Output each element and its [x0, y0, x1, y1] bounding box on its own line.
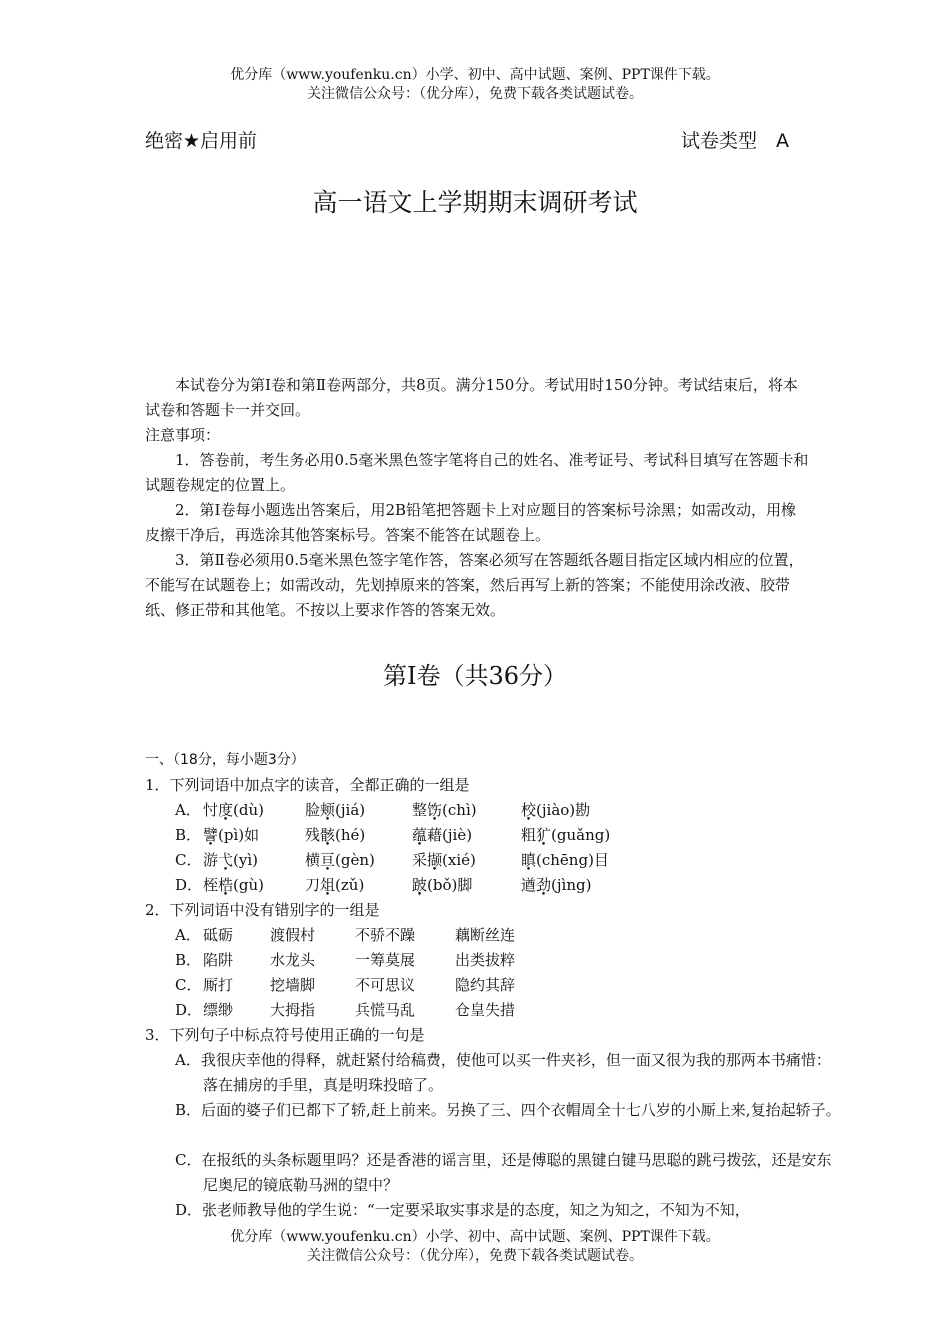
option-word — [203, 873, 264, 898]
word-part: 刀 — [305, 876, 321, 894]
option-word — [203, 823, 259, 848]
option-word — [412, 873, 472, 898]
option-word: 藕断丝连 — [455, 926, 516, 944]
dotted-char: 犷 — [536, 826, 552, 844]
banner-line-1: 优分库（www.youfenku.cn）小学、初中、高中试题、案例、PPT课件下载。 — [230, 67, 720, 83]
option-word — [305, 873, 364, 898]
word-part: 藉(jiè) — [427, 826, 473, 844]
option-label: D． — [175, 1001, 203, 1019]
dotted-char: 度 — [218, 801, 234, 819]
dotted-char: 亘 — [320, 851, 336, 869]
bottom-banner — [0, 1228, 950, 1266]
word-part: (jiào)勘 — [536, 801, 591, 819]
q3-option-a: A．我很庆幸他的得释，就赶紧付给稿费，使他可以买一件夹衫，但一面又很为我的那两本书痛惜：落在捕房的手里，真是明珠投暗了。 — [175, 1051, 831, 1094]
q3-option-c: C．在报纸的头条标题里吗？还是香港的谣言里，还是傅聪的黑键白键马思聪的跳弓拨弦，还是安东尼奥尼的镜底勒马洲的望中？ — [175, 1151, 832, 1194]
word-part: (jìng) — [551, 876, 592, 894]
word-part: (yì) — [233, 851, 259, 869]
section-title: 第Ⅰ卷（共36分） — [382, 662, 568, 690]
option-label: B． — [175, 826, 202, 844]
dotted-char: 颊 — [320, 801, 336, 819]
q3-option-d: D．张老师教导他的学生说：“一定要采取实事求是的态度，知之为知之，不知为不知， — [175, 1201, 750, 1219]
dotted-char: 譬 — [203, 826, 219, 844]
word-part: (bǒ)脚 — [427, 876, 473, 894]
option-label: A． — [175, 801, 201, 819]
option-word: 厮打 — [203, 976, 234, 994]
option-word: 大拇指 — [270, 1001, 316, 1019]
option-word — [412, 823, 472, 848]
dotted-char: 校 — [521, 801, 537, 819]
option-word: 兵慌马乱 — [355, 1001, 416, 1019]
option-word: 陷阱 — [203, 951, 234, 969]
word-part: (chēng)目 — [536, 851, 609, 869]
word-part: (chì) — [442, 801, 477, 819]
option-word — [412, 798, 477, 823]
option-word — [521, 798, 590, 823]
q3-option-b: B．后面的婆子们已都下了轿,赶上前来。另换了三、四个衣帽周全十七八岁的小厮上来,复抬起轿子。 — [175, 1101, 841, 1119]
option-word: 砥砺 — [203, 926, 234, 944]
option-word: 挖墙脚 — [270, 976, 316, 994]
option-label: B． — [175, 951, 202, 969]
option-word: 隐约其辞 — [455, 976, 516, 994]
intro-paragraph: 本试卷分为第Ⅰ卷和第Ⅱ卷两部分，共8页。满分150分。考试用时150分钟。考试结束后，将本试卷和答题卡一并交回。 — [145, 376, 798, 419]
word-part: 残 — [305, 826, 321, 844]
word-part: (gèn) — [335, 851, 375, 869]
dotted-char: 梏 — [218, 876, 234, 894]
dotted-char: 饬 — [427, 801, 443, 819]
word-part: 横 — [305, 851, 321, 869]
option-label: C． — [175, 851, 202, 869]
option-word — [305, 848, 375, 873]
banner-line-2: 关注微信公众号：（优分库），免费下载各类试题试卷。 — [307, 86, 643, 102]
option-word: 缥缈 — [203, 1001, 234, 1019]
option-word: 仓皇失措 — [455, 1001, 516, 1019]
word-part: 采 — [412, 851, 428, 869]
dotted-char: 跛 — [412, 876, 428, 894]
word-part: (jiá) — [335, 801, 366, 819]
word-part: (hé) — [335, 826, 366, 844]
word-part: (pì)如 — [218, 826, 260, 844]
notes-label: 注意事项： — [145, 426, 221, 444]
option-word: 出类拔粹 — [455, 951, 516, 969]
option-word — [521, 848, 609, 873]
dotted-char: 蕴 — [412, 826, 428, 844]
word-part: (gù) — [233, 876, 264, 894]
note-2: 2．第Ⅰ卷每小题选出答案后，用2B铅笔把答题卡上对应题目的答案标号涂黑；如需改动，用橡皮擦干净后，再选涂其他答案标号。答案不能答在试题卷上。 — [145, 501, 797, 544]
word-part: 整 — [412, 801, 428, 819]
option-word — [203, 798, 264, 823]
option-label: A． — [175, 926, 201, 944]
banner-line-1: 优分库（www.youfenku.cn）小学、初中、高中试题、案例、PPT课件下载。 — [230, 1229, 720, 1245]
word-part: 脸 — [305, 801, 321, 819]
word-part: 遒 — [521, 876, 537, 894]
note-1: 1．答卷前，考生务必用0.5毫米黑色签字笔将自己的姓名、准考证号、考试科目填写在答题卡和试题卷规定的位置上。 — [145, 451, 809, 494]
confidential-label: 绝密★启用前 — [145, 130, 258, 152]
part-one-header: 一、（18分，每小题3分） — [145, 752, 305, 768]
dotted-char: 瞋 — [521, 851, 537, 869]
q3-stem: 3．下列句子中标点符号使用正确的一句是 — [145, 1026, 425, 1044]
word-part: 忖 — [203, 801, 219, 819]
word-part: (zǔ) — [335, 876, 365, 894]
option-word: 渡假村 — [270, 926, 316, 944]
word-part: (xié) — [442, 851, 476, 869]
option-word: 不骄不躁 — [355, 926, 416, 944]
dotted-char: 撷 — [427, 851, 443, 869]
option-word: 不可思议 — [355, 976, 416, 994]
option-word: 水龙头 — [270, 951, 316, 969]
word-part: 桎 — [203, 876, 219, 894]
option-word — [521, 873, 591, 898]
note-3: 3．第Ⅱ卷必须用0.5毫米黑色签字笔作答，答案必须写在答题纸各题目指定区域内相应的位置，不能写在试题卷上；如需改动，先划掉原来的答案，然后再写上新的答案；不能使用涂改液、胶带纸、修正带和其他笔。不按以上要求作答的答案无效。 — [145, 551, 804, 619]
option-word — [305, 798, 365, 823]
paper-type-label: 试卷类型 A — [681, 130, 789, 152]
word-part: (dù) — [233, 801, 264, 819]
intro-section — [145, 373, 810, 623]
exam-title: 高一语文上学期期末调研考试 — [312, 188, 638, 217]
option-word — [521, 823, 610, 848]
dotted-char: 弋 — [218, 851, 234, 869]
top-banner — [0, 66, 950, 104]
option-label: D． — [175, 876, 203, 894]
option-word — [412, 848, 476, 873]
option-word — [203, 848, 258, 873]
option-label: C． — [175, 976, 202, 994]
dotted-char: 劲 — [536, 876, 552, 894]
q2-stem: 2．下列词语中没有错别字的一组是 — [145, 901, 380, 919]
dotted-char: 俎 — [320, 876, 336, 894]
q1-stem: 1．下列词语中加点字的读音，全都正确的一组是 — [145, 776, 470, 794]
word-part: 粗 — [521, 826, 537, 844]
option-word — [305, 823, 365, 848]
option-word: 一筹莫展 — [355, 951, 416, 969]
word-part: 游 — [203, 851, 219, 869]
word-part: (guǎng) — [551, 826, 611, 844]
dotted-char: 骸 — [320, 826, 336, 844]
banner-line-2: 关注微信公众号：（优分库），免费下载各类试题试卷。 — [307, 1248, 643, 1264]
